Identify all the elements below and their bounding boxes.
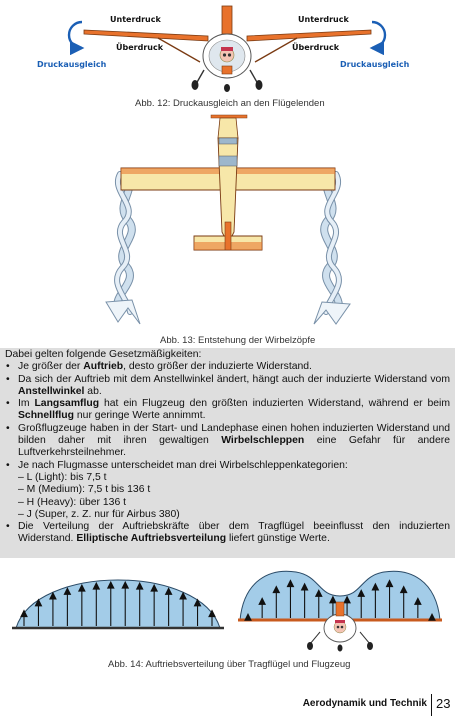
aircraft-lift-distribution-diagram [238,571,442,651]
figure-14 [0,560,455,675]
wake-category-medium: – M (Medium): 7,5 t bis 136 t [18,484,151,496]
page-footer [0,686,455,720]
rule-item-lift: • Je größer der Auftrieb, desto größer der induzierte Widerstand. [5,361,450,373]
rule-item-wake-categories: • Je nach Flugmasse unterscheidet man drei Wirbelschleppenkategorien: – L (Light): bis 7,5 t – M (Medium): 7,5 t bis 136 t – H (Heavy): über 136 t – J (Super, z. Z. nur für Airbus 380) [5,460,450,521]
page-number: 23 [436,696,451,711]
rules-list [5,361,450,545]
figure-13 [0,112,455,347]
pressure-swirl-right-icon [372,22,385,48]
figure-14-caption: Abb. 14: Auftriebsverteilung über Tragflügel und Flugzeug [108,659,351,670]
wake-category-list [18,472,450,521]
wingtip-vortex-right-icon [314,174,350,324]
label-ueberdruck-left: Überdruck [116,43,164,52]
footer-divider [431,694,432,716]
rule-item-slow-flight: • Im Langsamflug hat ein Flugzeug den größten induzierten Widerstand, während er beim Schnellflug nur geringe Werte annimmt. [5,398,450,423]
label-unterdruck-right: Unterdruck [298,15,349,24]
label-druckausgleich-left: Druckausgleich [37,60,107,69]
label-druckausgleich-right: Druckausgleich [340,60,410,69]
figure-13-caption: Abb. 13: Entstehung der Wirbelzöpfe [160,335,316,346]
figure-14-illustration [0,560,455,658]
rules-text-box [0,348,455,558]
figure-12 [0,0,455,112]
label-unterdruck-left: Unterdruck [110,15,161,24]
wake-category-heavy: – H (Heavy): über 136 t [18,496,126,508]
rule-item-lift-distribution: • Die Verteilung der Auftriebskräfte über dem Tragflügel beeinflusst den induzierten Widerstand. Elliptische Auftriebsverteilung liefert günstige Werte. [5,521,450,546]
footer-section-title: Aerodynamik und Technik [302,698,427,709]
airplane-top-view [121,115,335,250]
rule-item-angle-of-attack: • Da sich der Auftrieb mit dem Anstellwinkel ändert, hängt auch der induzierte Widerstand vom Anstellwinkel ab. [5,374,450,399]
label-ueberdruck-right: Überdruck [292,43,340,52]
wake-category-light: – L (Light): bis 7,5 t [18,471,107,483]
rule-item-large-aircraft: • Großflugzeuge haben in der Start- und Landephase einen hohen induzierten Widerstand und bilden daher mit ihren gewaltigen Wirbelschleppen eine Gefahr für andere Luftverkehrsteilnehmer. [5,423,450,460]
figure-12-illustration [0,0,455,95]
figure-12-caption: Abb. 12: Druckausgleich an den Flügelenden [135,98,325,109]
elliptical-lift-distribution-diagram [12,580,224,628]
pressure-swirl-left-icon [69,22,82,48]
rules-intro: Dabei gelten folgende Gesetzmäßigkeiten: [5,349,202,360]
wingtip-vortex-left-icon [106,174,140,324]
figure-13-illustration [0,112,455,330]
wake-category-super: – J (Super, z. Z. nur für Airbus 380) [18,508,180,520]
